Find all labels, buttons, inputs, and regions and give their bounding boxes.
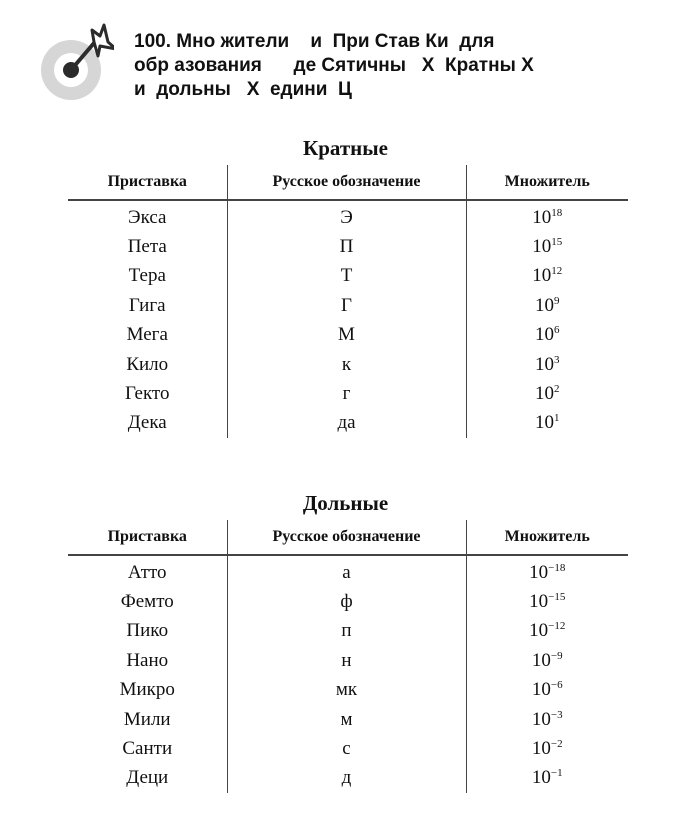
table-row: [68, 734, 628, 763]
multiplier-base: 10: [535, 353, 554, 375]
multiplier-base: 10: [535, 294, 554, 316]
multiples-title: Кратные: [303, 136, 388, 160]
symbol-cell: п: [227, 617, 466, 646]
symbol-cell: м: [227, 705, 466, 734]
table-row: [68, 676, 628, 705]
table-row: [68, 409, 628, 438]
multiplier-base: 10: [531, 708, 551, 730]
multiplier-exponent: 3: [554, 353, 560, 366]
table-row: [68, 617, 628, 646]
multiplier-exponent: −9: [550, 649, 563, 662]
table-row: [68, 379, 628, 408]
multiplier-exponent: −15: [548, 591, 566, 604]
symbol-cell: а: [227, 555, 466, 587]
symbol-cell: М: [227, 321, 466, 350]
table-row: [68, 262, 628, 291]
prefix-cell: Нано: [126, 649, 169, 671]
prefix-cell: Гекто: [124, 383, 170, 405]
table-row: [68, 350, 628, 379]
heading-line-3: и дольны Х едини Ц: [134, 79, 352, 100]
multiplier-cell: [466, 262, 628, 291]
multiplier-exponent: 1: [554, 412, 560, 425]
symbol-cell: д: [227, 764, 466, 793]
prefix-cell: Атто: [127, 561, 167, 583]
symbol-cell: к: [227, 350, 466, 379]
multiplier-base: 10: [532, 236, 552, 258]
multiplier-cell: [466, 291, 628, 320]
multiplier-base: 10: [535, 412, 554, 434]
multiplier-base: 10: [535, 383, 554, 405]
table-row: [68, 200, 628, 232]
multiplier-exponent: −12: [548, 620, 566, 633]
multiplier-base: 10: [531, 649, 551, 671]
exercise-heading: [134, 30, 534, 102]
multiplier-base: 10: [529, 620, 549, 642]
table-row: [68, 587, 628, 616]
table-row: [68, 764, 628, 793]
multiplier-exponent: −1: [550, 767, 563, 780]
prefix-cell: Мега: [126, 324, 168, 346]
multiplier-cell: [466, 200, 628, 232]
prefix-cell: Фемто: [120, 591, 174, 613]
column-header-multiplier: Множитель: [466, 520, 628, 555]
symbol-cell: Э: [227, 200, 466, 232]
multiplier-exponent: −6: [550, 679, 563, 692]
table-row: [68, 291, 628, 320]
multiplier-cell: [466, 734, 628, 763]
prefix-cell: Дека: [127, 412, 167, 434]
table-row: [68, 232, 628, 261]
multiplier-cell: [466, 587, 628, 616]
prefix-cell: Санти: [122, 738, 173, 760]
multiplier-base: 10: [529, 591, 549, 613]
multiplier-cell: [466, 379, 628, 408]
multiplier-exponent: 6: [554, 324, 560, 337]
symbol-cell: н: [227, 646, 466, 675]
multiplier-cell: [466, 617, 628, 646]
multiplier-exponent: 15: [551, 236, 563, 249]
prefix-cell: Мили: [123, 708, 171, 730]
prefix-cell: Пико: [126, 620, 169, 642]
multiplier-exponent: −2: [550, 738, 563, 751]
multiplier-exponent: 12: [551, 265, 563, 278]
multiplier-exponent: 18: [551, 206, 563, 219]
target-arrow-icon: [34, 22, 114, 102]
multiplier-exponent: −3: [550, 708, 563, 721]
multiplier-cell: [466, 409, 628, 438]
multiplier-base: 10: [535, 324, 554, 346]
prefix-cell: Гига: [128, 294, 166, 316]
prefix-cell: Микро: [119, 679, 175, 701]
submultiples-title: Дольные: [302, 491, 389, 515]
multiplier-base: 10: [532, 265, 552, 287]
symbol-cell: с: [227, 734, 466, 763]
multiplier-base: 10: [531, 767, 551, 789]
prefix-cell: Тера: [128, 265, 166, 287]
column-header-symbol: Русское обозначение: [227, 520, 466, 555]
symbol-cell: Т: [227, 262, 466, 291]
column-header-symbol: Русское обозначение: [227, 165, 466, 200]
multiplier-base: 10: [532, 206, 552, 228]
multiplier-cell: [466, 232, 628, 261]
symbol-cell: ф: [227, 587, 466, 616]
multiples-table: [68, 165, 628, 438]
multiplier-cell: [466, 764, 628, 793]
multiplier-cell: [466, 705, 628, 734]
multiplier-cell: [466, 676, 628, 705]
prefix-cell: Кило: [126, 353, 169, 375]
table-row: [68, 646, 628, 675]
prefix-cell: Деци: [126, 767, 169, 789]
heading-line-2: обр азования де Сятичны Х Кратны Х: [134, 55, 534, 76]
table-row: [68, 705, 628, 734]
multiplier-base: 10: [529, 561, 549, 583]
multiplier-base: 10: [531, 738, 551, 760]
multiplier-cell: [466, 321, 628, 350]
symbol-cell: мк: [227, 676, 466, 705]
column-header-prefix: Приставка: [68, 165, 227, 200]
prefix-cell: Пета: [127, 236, 167, 258]
multiplier-cell: [466, 350, 628, 379]
symbol-cell: Г: [227, 291, 466, 320]
heading-line-1: 100. Мно жители и При Став Ки для: [134, 31, 495, 52]
symbol-cell: да: [227, 409, 466, 438]
column-header-prefix: Приставка: [68, 520, 227, 555]
multiplier-exponent: 2: [554, 383, 560, 396]
exercise-number: 100.: [134, 31, 171, 52]
multiplier-exponent: 9: [554, 294, 560, 307]
multiplier-base: 10: [531, 679, 551, 701]
submultiples-table: [68, 520, 628, 793]
symbol-cell: г: [227, 379, 466, 408]
table-row: [68, 555, 628, 587]
symbol-cell: П: [227, 232, 466, 261]
prefix-cell: Экса: [128, 206, 167, 228]
multiplier-exponent: −18: [548, 561, 566, 574]
multiplier-cell: [466, 555, 628, 587]
multiplier-cell: [466, 646, 628, 675]
table-row: [68, 321, 628, 350]
column-header-multiplier: Множитель: [466, 165, 628, 200]
